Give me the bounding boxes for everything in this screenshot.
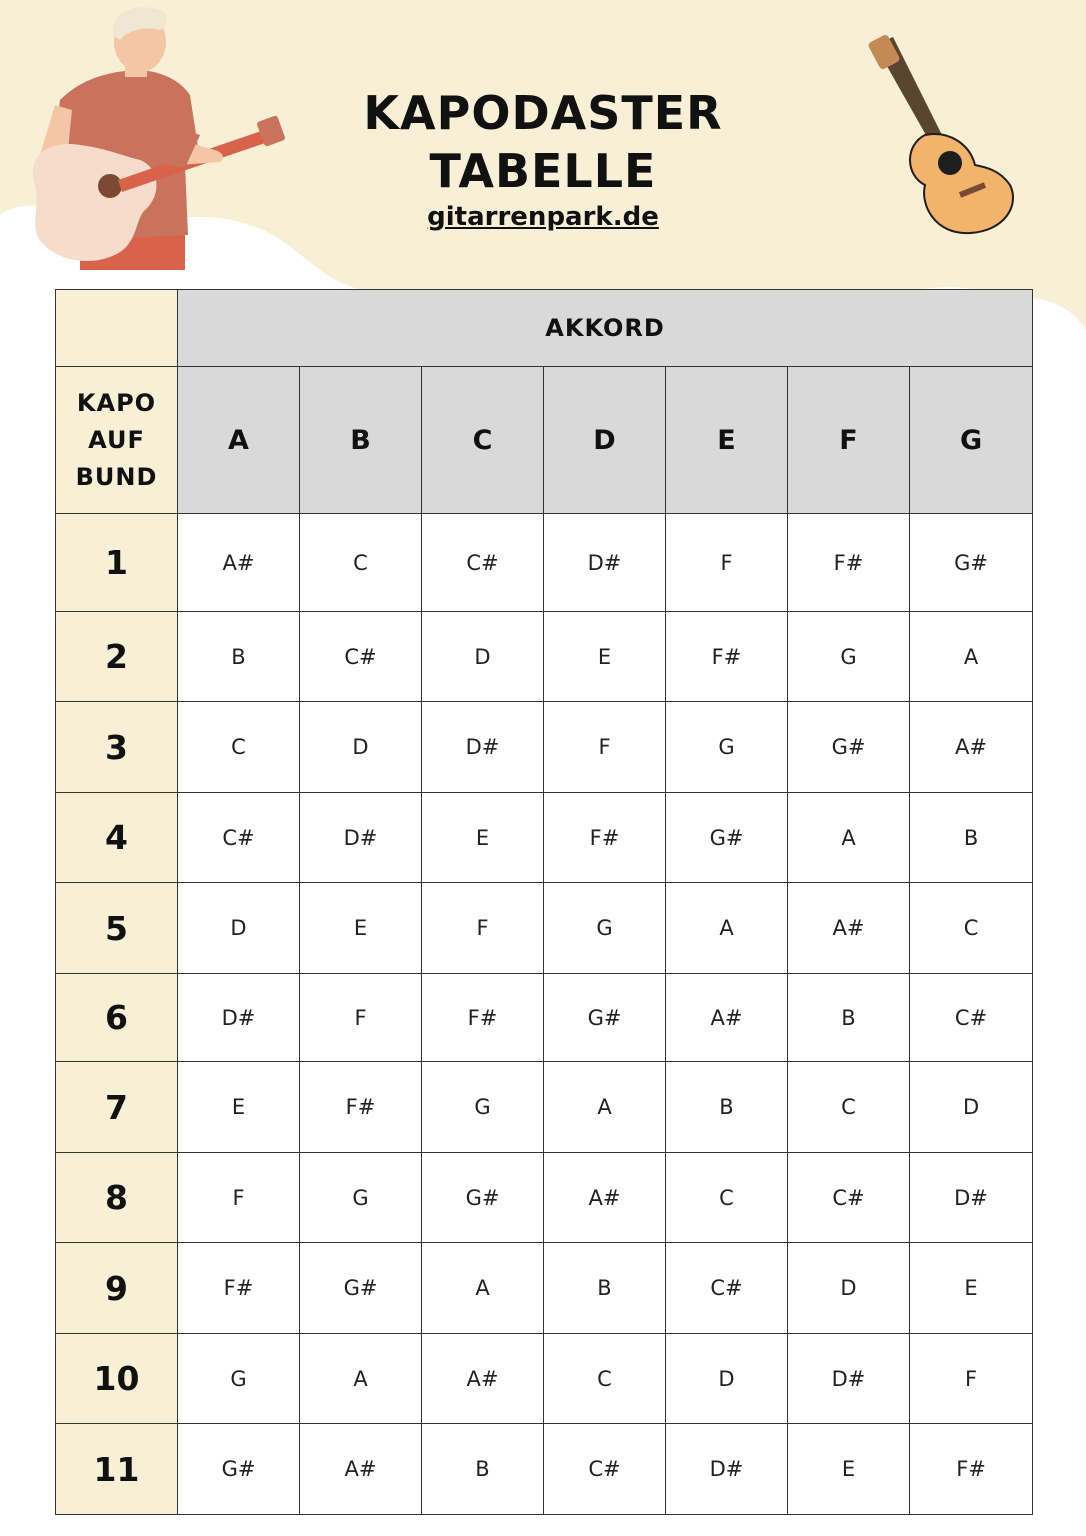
table-row — [56, 1062, 1033, 1153]
website-link[interactable]: gitarrenpark.de — [427, 202, 659, 232]
chord-header: A — [178, 367, 300, 514]
note-cell: C# — [910, 974, 1033, 1062]
note-cell: C# — [788, 1153, 910, 1243]
note-cell: E — [422, 793, 544, 883]
note-cell: F — [300, 974, 422, 1062]
note-cell: E — [544, 612, 666, 702]
table-header-row-chords — [56, 367, 1033, 514]
acoustic-guitar-icon — [865, 35, 1025, 245]
note-cell: G# — [788, 702, 910, 793]
note-cell: C — [910, 883, 1033, 974]
note-cell: B — [178, 612, 300, 702]
akkord-header: AKKORD — [178, 290, 1033, 367]
table-row — [56, 1243, 1033, 1334]
note-cell: G# — [910, 514, 1033, 612]
note-cell: D — [300, 702, 422, 793]
kapo-label-line: BUND — [75, 462, 158, 491]
note-cell: A — [788, 793, 910, 883]
note-cell: D# — [788, 1334, 910, 1424]
note-cell: G — [666, 702, 788, 793]
capo-chord-table — [55, 289, 1033, 1515]
fret-number: 3 — [56, 702, 178, 793]
kapo-label-line: KAPO — [76, 388, 157, 417]
note-cell: F# — [910, 1424, 1033, 1515]
note-cell: D# — [300, 793, 422, 883]
note-cell: F# — [422, 974, 544, 1062]
note-cell: C# — [544, 1424, 666, 1515]
note-cell: A# — [788, 883, 910, 974]
fret-number: 8 — [56, 1153, 178, 1243]
table-row — [56, 974, 1033, 1062]
note-cell: E — [910, 1243, 1033, 1334]
note-cell: G# — [300, 1243, 422, 1334]
note-cell: C — [666, 1153, 788, 1243]
note-cell: D — [788, 1243, 910, 1334]
note-cell: C — [178, 702, 300, 793]
note-cell: D — [666, 1334, 788, 1424]
table-row — [56, 793, 1033, 883]
note-cell: F — [178, 1153, 300, 1243]
fret-number: 9 — [56, 1243, 178, 1334]
fret-number: 2 — [56, 612, 178, 702]
chord-header: G — [910, 367, 1033, 514]
note-cell: E — [300, 883, 422, 974]
page-header — [260, 84, 826, 234]
note-cell: A — [666, 883, 788, 974]
note-cell: G# — [422, 1153, 544, 1243]
note-cell: A — [910, 612, 1033, 702]
note-cell: C — [788, 1062, 910, 1153]
note-cell: F — [422, 883, 544, 974]
note-cell: D — [910, 1062, 1033, 1153]
table-row — [56, 1334, 1033, 1424]
note-cell: G — [422, 1062, 544, 1153]
note-cell: G — [788, 612, 910, 702]
chord-header: C — [422, 367, 544, 514]
table-row — [56, 514, 1033, 612]
table-row — [56, 883, 1033, 974]
page-title: KAPODASTER TABELLE — [363, 86, 723, 198]
note-cell: F# — [178, 1243, 300, 1334]
note-cell: G# — [178, 1424, 300, 1515]
note-cell: F — [544, 702, 666, 793]
note-cell: B — [788, 974, 910, 1062]
fret-number: 7 — [56, 1062, 178, 1153]
note-cell: G# — [666, 793, 788, 883]
note-cell: F# — [544, 793, 666, 883]
note-cell: G — [300, 1153, 422, 1243]
fret-number: 11 — [56, 1424, 178, 1515]
note-cell: D# — [422, 702, 544, 793]
note-cell: D# — [910, 1153, 1033, 1243]
note-cell: C# — [178, 793, 300, 883]
note-cell: F# — [788, 514, 910, 612]
note-cell: A# — [544, 1153, 666, 1243]
note-cell: D# — [178, 974, 300, 1062]
fret-number: 4 — [56, 793, 178, 883]
note-cell: C — [300, 514, 422, 612]
note-cell: E — [788, 1424, 910, 1515]
note-cell: C# — [666, 1243, 788, 1334]
note-cell: G# — [544, 974, 666, 1062]
note-cell: D — [178, 883, 300, 974]
note-cell: B — [910, 793, 1033, 883]
note-cell: F# — [300, 1062, 422, 1153]
note-cell: A — [422, 1243, 544, 1334]
chord-header: F — [788, 367, 910, 514]
kapo-header — [56, 367, 178, 514]
fret-number: 1 — [56, 514, 178, 612]
note-cell: E — [178, 1062, 300, 1153]
note-cell: F — [666, 514, 788, 612]
note-cell: C — [544, 1334, 666, 1424]
corner-cell — [56, 290, 178, 367]
table-row — [56, 612, 1033, 702]
guitarist-illustration — [10, 0, 290, 275]
chord-header: D — [544, 367, 666, 514]
table-header-row-top — [56, 290, 1033, 367]
chord-header: B — [300, 367, 422, 514]
note-cell: A# — [178, 514, 300, 612]
note-cell: D# — [666, 1424, 788, 1515]
note-cell: A# — [422, 1334, 544, 1424]
note-cell: B — [544, 1243, 666, 1334]
note-cell: C# — [422, 514, 544, 612]
note-cell: C# — [300, 612, 422, 702]
note-cell: G — [178, 1334, 300, 1424]
fret-number: 10 — [56, 1334, 178, 1424]
note-cell: B — [422, 1424, 544, 1515]
table-body — [56, 514, 1033, 1515]
table-row — [56, 702, 1033, 793]
kapo-label-line: AUF — [88, 425, 145, 454]
note-cell: A# — [910, 702, 1033, 793]
note-cell: A — [300, 1334, 422, 1424]
fret-number: 6 — [56, 974, 178, 1062]
table-row — [56, 1153, 1033, 1243]
note-cell: B — [666, 1062, 788, 1153]
chord-header: E — [666, 367, 788, 514]
note-cell: A# — [666, 974, 788, 1062]
note-cell: D — [422, 612, 544, 702]
note-cell: D# — [544, 514, 666, 612]
note-cell: F — [910, 1334, 1033, 1424]
table-row — [56, 1424, 1033, 1515]
note-cell: A — [544, 1062, 666, 1153]
note-cell: F# — [666, 612, 788, 702]
note-cell: A# — [300, 1424, 422, 1515]
fret-number: 5 — [56, 883, 178, 974]
note-cell: G — [544, 883, 666, 974]
